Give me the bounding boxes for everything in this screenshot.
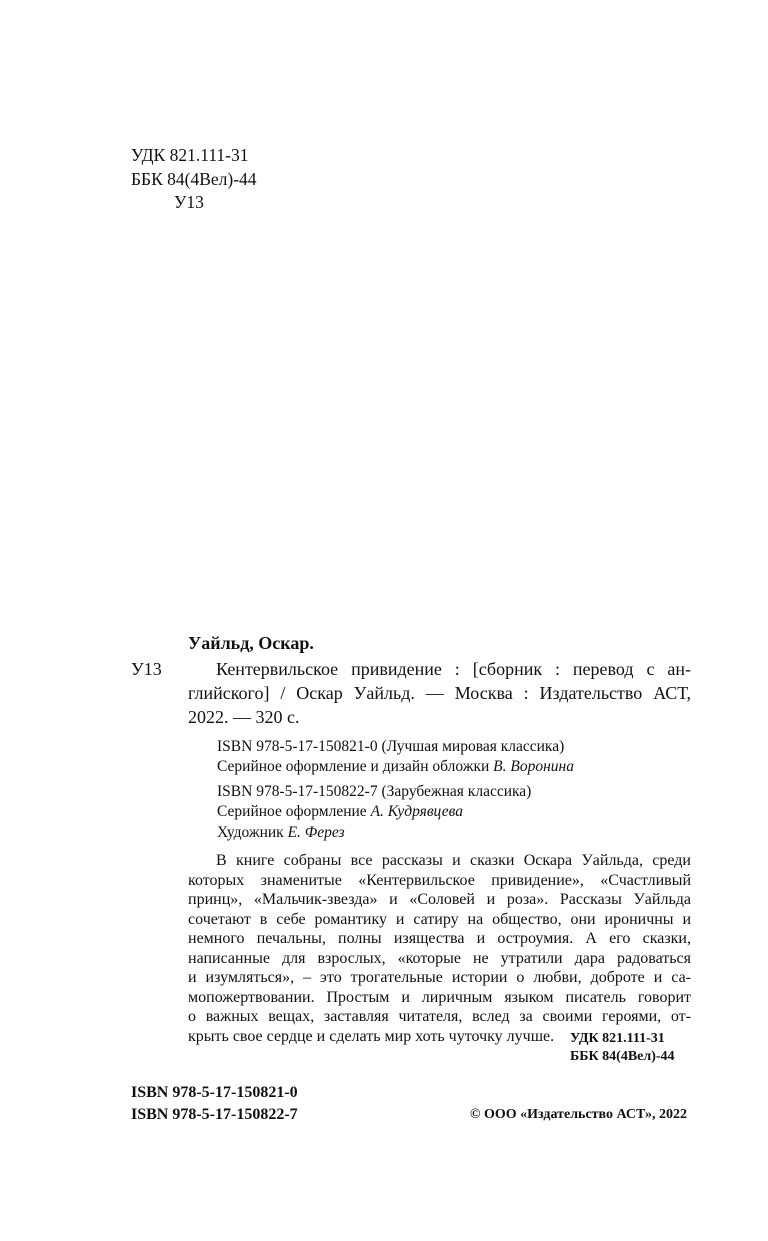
design-credit-2: [217, 802, 463, 822]
record-author-mark: У13: [131, 659, 162, 679]
annotation-line: которых знаменитые «Кентервильское привидение», «Счастливый: [188, 871, 691, 889]
record-author: Уайльд, Оскар.: [188, 633, 314, 653]
annotation-line: написанные для взрослых, «которые не утратили дара радоваться: [188, 949, 691, 967]
udk-code-record: УДК 821.111-31: [570, 1031, 665, 1046]
annotation-line: В книге собраны все рассказы и сказки Оскара Уайльда, среди: [216, 852, 691, 869]
design-credit-2-name: А. Кудрявцева: [370, 803, 463, 820]
footer-isbn-2: ISBN 978-5-17-150822-7: [131, 1106, 298, 1123]
bbk-code-top: ББК 84(4Вел)-44: [131, 169, 257, 189]
title-line: глийского] / Оскар Уайльд. — Москва : Издательство АСТ,: [188, 683, 691, 703]
isbn-series-1: ISBN 978-5-17-150821-0 (Лучшая мировая классика): [217, 738, 565, 755]
annotation-line: мопожертвовании. Простым и лиричным языком писатель говорит: [188, 988, 691, 1006]
annotation-line: сочетают в себе романтику и сатиру на общество, они ироничны и: [188, 910, 691, 928]
annotation-line: немного печальны, полны изящества и остроумия. А его сказки,: [188, 930, 691, 947]
design-credit-1-label: Серийное оформление и дизайн обложки: [217, 758, 490, 775]
title-line: 2022. — 320 с.: [188, 707, 300, 727]
artist-credit-label: Художник: [217, 824, 284, 841]
annotation-line: принц», «Мальчик-звезда» и «Соловей и роза». Рассказы Уайльда: [188, 891, 691, 908]
annotation-line: крыть свое сердце и сделать мир хоть чуточку лучше.: [188, 1027, 555, 1045]
annotation: [188, 851, 691, 1046]
footer-isbn-1: ISBN 978-5-17-150821-0: [131, 1084, 298, 1101]
annotation-line: и изумляться», – это трогательные истории о любви, доброте и са-: [188, 969, 691, 986]
record-title-block: [188, 657, 691, 729]
author-mark-top: У13: [174, 192, 204, 212]
design-credit-2-label: Серийное оформление: [217, 803, 367, 820]
design-credit-1: [217, 757, 574, 777]
bbk-code-record: ББК 84(4Вел)-44: [570, 1049, 675, 1064]
udk-code-top: УДК 821.111-31: [131, 145, 249, 165]
title-line: Кентервильское привидение : [сборник : перевод с ан-: [216, 659, 691, 679]
design-credit-1-name: В. Воронина: [493, 758, 574, 775]
isbn-series-2: ISBN 978-5-17-150822-7 (Зарубежная классика): [217, 783, 532, 800]
annotation-line: о важных вещах, заставляя читателя, вслед за своими героями, от-: [188, 1008, 691, 1025]
artist-credit-name: Е. Ферез: [287, 824, 345, 841]
artist-credit: [217, 823, 345, 843]
copyright-notice: © ООО «Издательство АСТ», 2022: [470, 1107, 688, 1122]
